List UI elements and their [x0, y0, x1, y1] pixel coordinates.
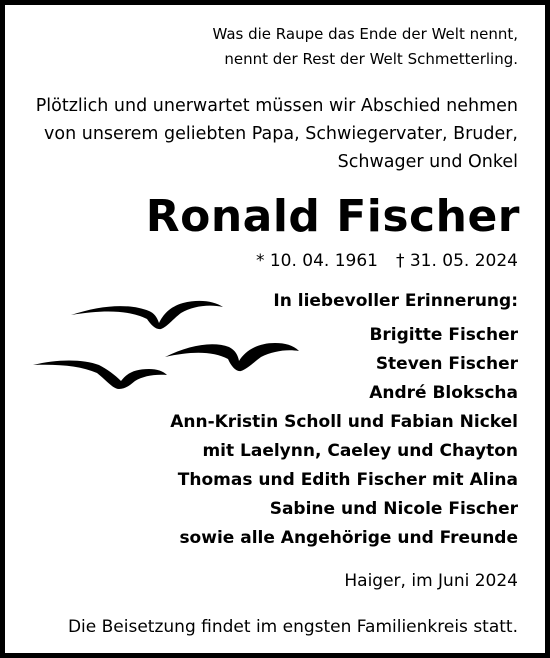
- quote-line-1: Was die Raupe das Ende der Welt nennt,: [212, 25, 518, 43]
- announcement-line-1: Plötzlich und unerwartet müssen wir Abschied nehmen: [35, 96, 518, 116]
- bird-icon: [165, 343, 299, 371]
- mourner-line: sowie alle Angehörige und Freunde: [179, 528, 518, 548]
- memory-heading: In liebevoller Erinnerung:: [273, 291, 518, 311]
- funeral-note: Die Beisetzung findet im engsten Familienkreis statt.: [67, 617, 518, 637]
- death-date: † 31. 05. 2024: [395, 251, 518, 271]
- birth-date: * 10. 04. 1961: [255, 251, 378, 271]
- announcement-line-2: von unserem geliebten Papa, Schwiegervater, Bruder,: [44, 124, 518, 144]
- mourner-line: Ann-Kristin Scholl und Fabian Nickel: [170, 412, 518, 432]
- mourner-line: Steven Fischer: [375, 354, 518, 374]
- mourner-line: Brigitte Fischer: [369, 325, 518, 345]
- flying-birds-icon: [29, 285, 305, 393]
- mourner-line: mit Laelynn, Caeley und Chayton: [202, 441, 518, 461]
- announcement-line-3: Schwager und Onkel: [337, 152, 518, 172]
- deceased-name: Ronald Fischer: [145, 191, 520, 242]
- mourner-line: Thomas und Edith Fischer mit Alina: [177, 470, 518, 490]
- quote-line-2: nennt der Rest der Welt Schmetterling.: [224, 50, 518, 68]
- mourner-line: Sabine und Nicole Fischer: [269, 499, 518, 519]
- bird-icon: [71, 301, 223, 329]
- place-and-date: Haiger, im Juni 2024: [344, 571, 518, 591]
- bird-icon: [33, 361, 167, 390]
- mourner-line: André Blokscha: [369, 383, 518, 403]
